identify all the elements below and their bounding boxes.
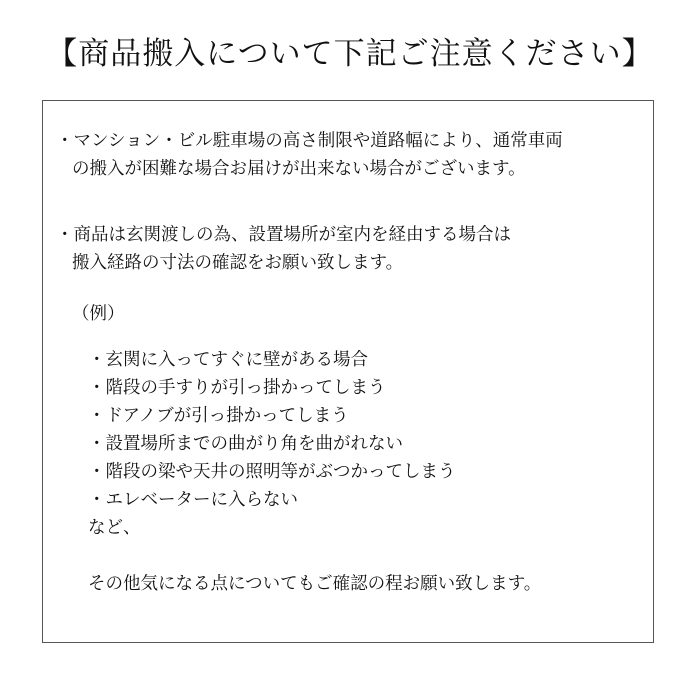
example-item: ・設置場所までの曲がり角を曲がれない [88,434,403,454]
example-item: ・エレベーターに入らない [88,490,298,510]
example-item: ・階段の手すりが引っ掛かってしまう [88,378,386,398]
example-item: ・階段の梁や天井の照明等がぶつかってしまう [88,462,456,482]
example-item: ・玄関に入ってすぐに壁がある場合 [88,350,368,370]
example-heading: （例） [72,304,125,324]
notice-1-line-2: の搬入が困難な場合お届けが出来ない場合がございます。 [72,159,526,179]
closing-text: その他気になる点についてもご確認の程お願い致します。 [88,574,542,594]
notice-2-line-2: 搬入経路の寸法の確認をお願い致します。 [72,253,404,273]
page-title: 【商品搬入について下記ご注意ください】 [46,36,654,72]
notice-1-line-1: ・マンション・ビル駐車場の高さ制限や道路幅により、通常車両 [56,131,563,151]
notice-2-line-1: ・商品は玄関渡しの為、設置場所が室内を経由する場合は [56,225,511,245]
example-item: ・ドアノブが引っ掛かってしまう [88,406,349,426]
notice-box [42,100,654,643]
etc-text: など、 [88,518,141,538]
